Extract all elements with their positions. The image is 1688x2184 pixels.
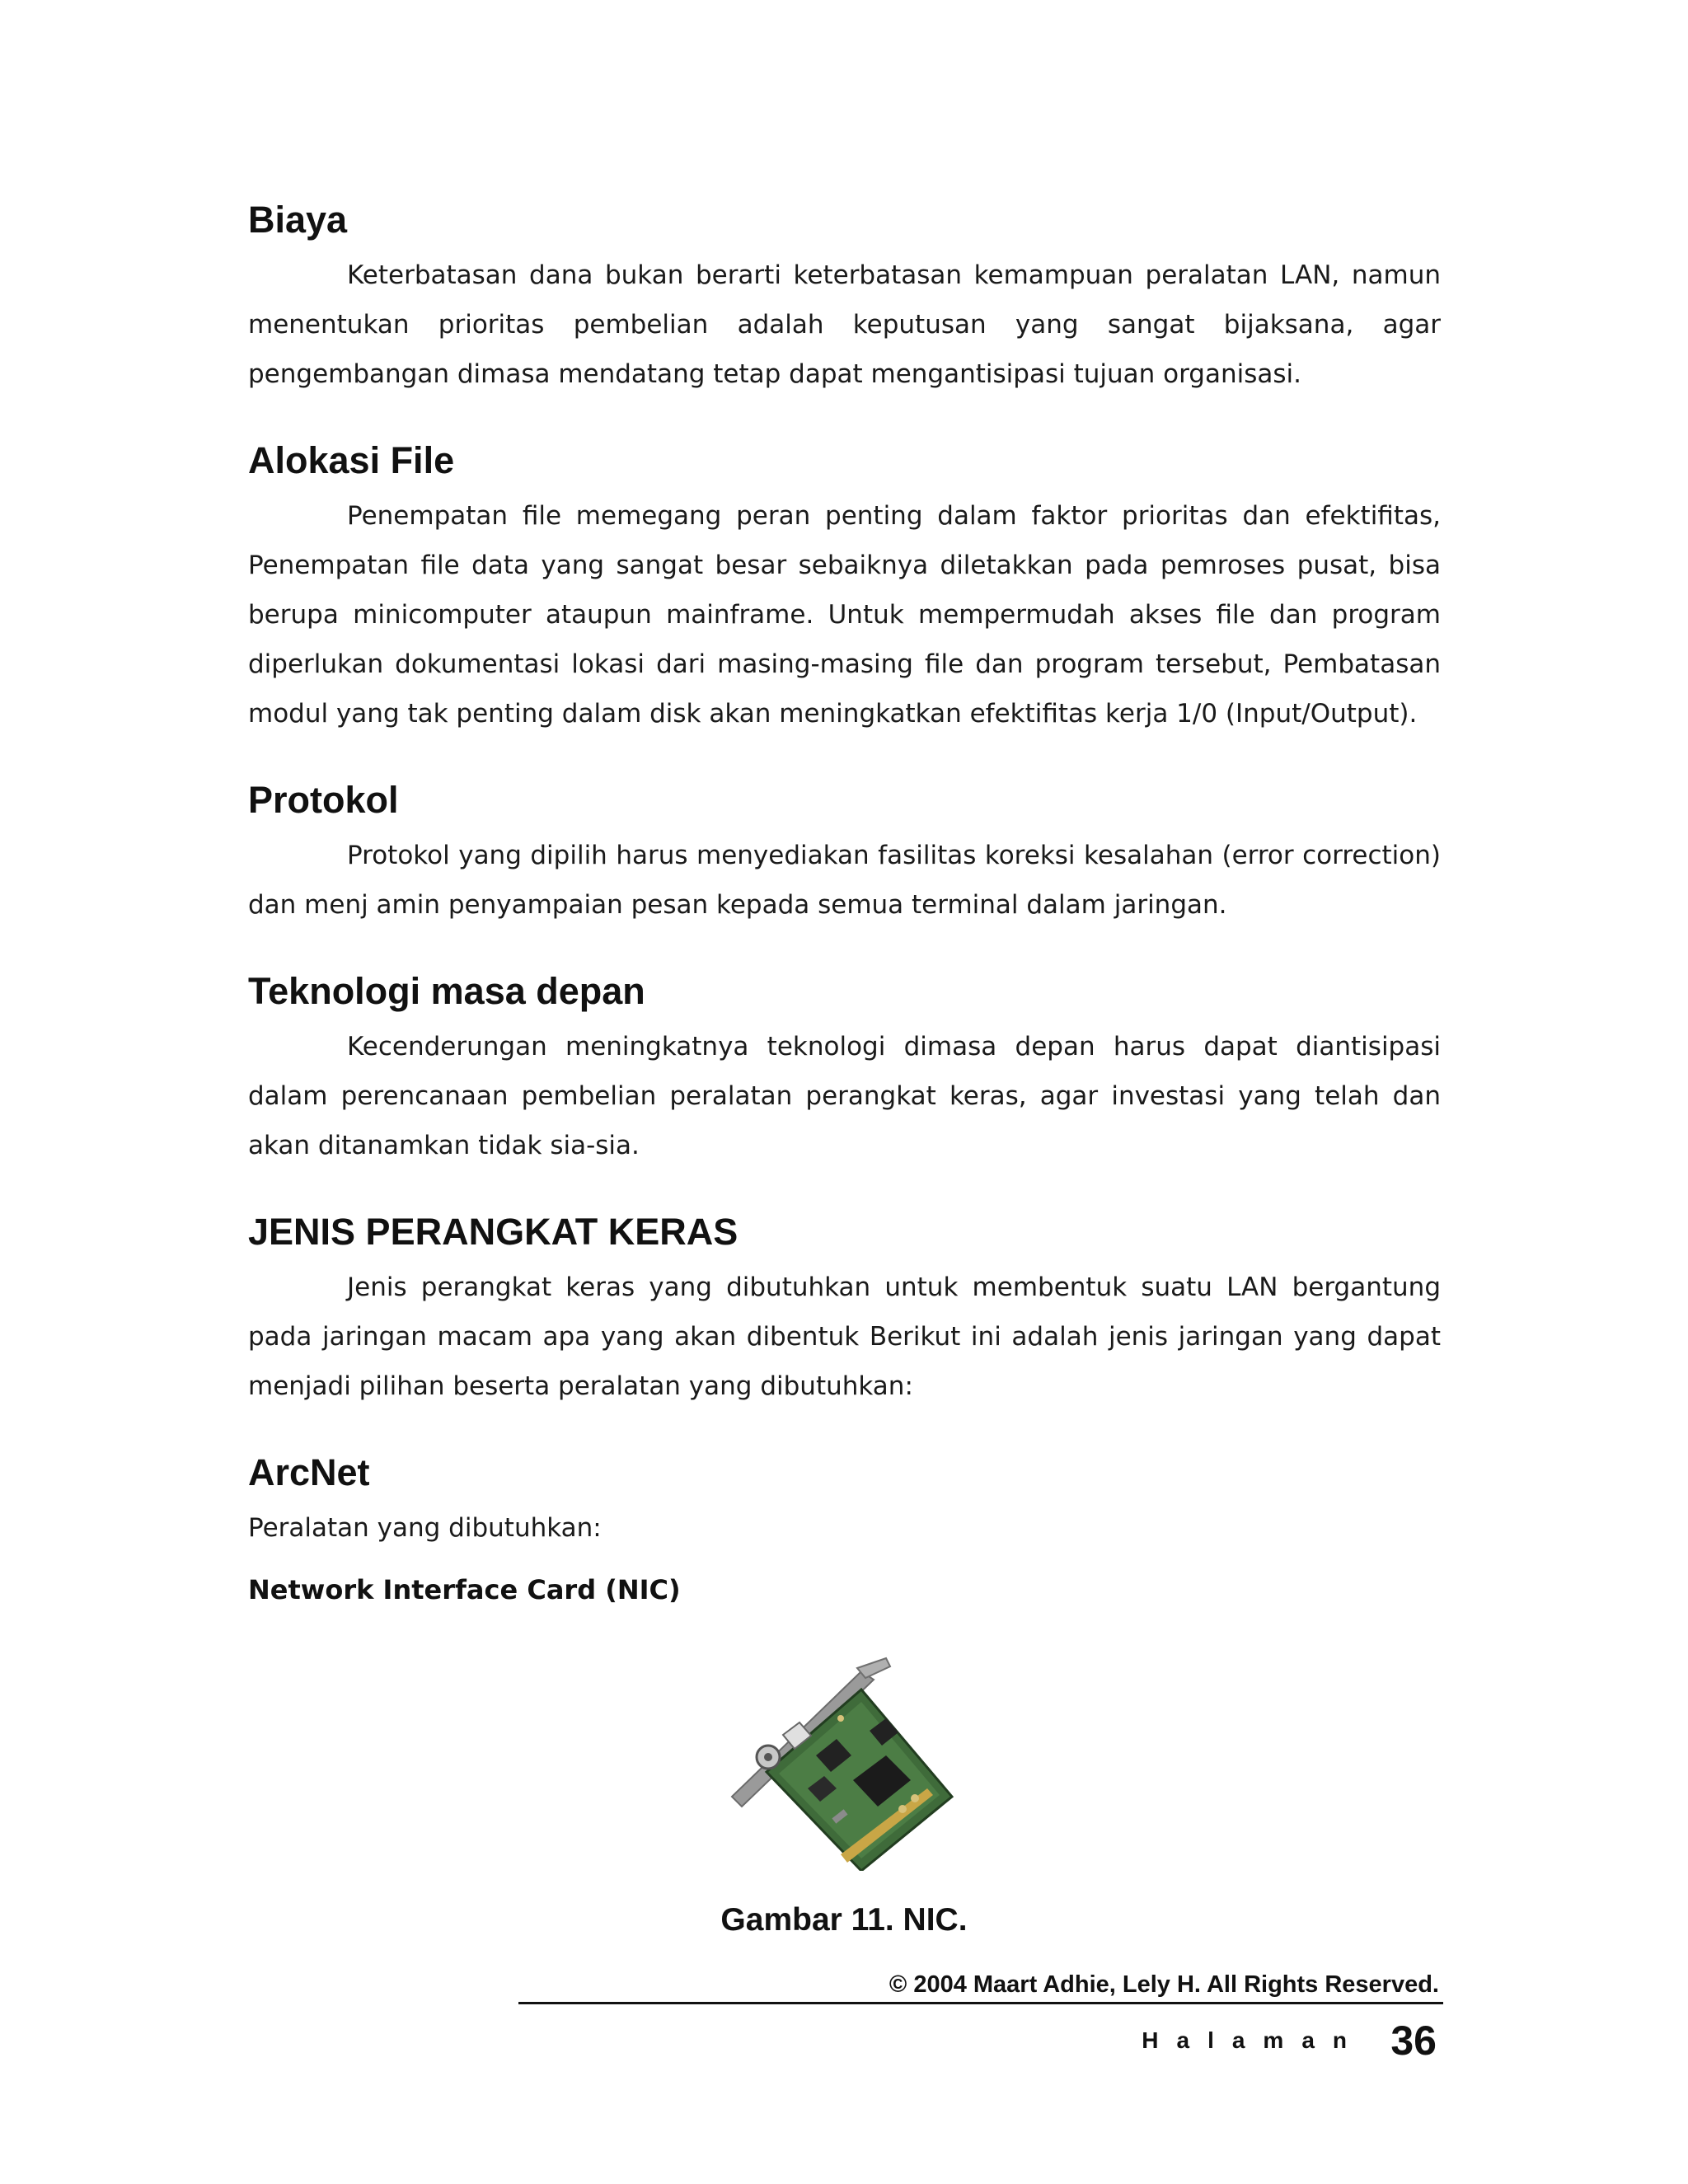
section-heading: JENIS PERANGKAT KERAS [248, 1211, 738, 1253]
section-protokol [248, 776, 1441, 930]
section-heading: Teknologi masa depan [248, 970, 645, 1012]
section-paragraph: Penempatan file memegang peran penting dalam faktor prioritas dan efektifitas, Penempatan file data yang sangat besar sebaiknya diletakkan pada pemroses pusat, bisa berupa minicomputer ataupun mainframe. Untuk mempermudah akses file dan program diperlukan dokumentasi lokasi dari masing-masing file dan program tersebut, Pembatasan modul yang tak penting dalam disk akan meningkatkan efektifitas kerja 1/0 (Input/Output). [248, 501, 1441, 729]
section-paragraph: Jenis perangkat keras yang dibutuhkan untuk membentuk suatu LAN bergantung pada jaringan macam apa yang akan dibentuk Berikut ini adalah jenis jaringan yang dapat menjadi pilihan beserta peralatan yang dibutuhkan: [248, 1272, 1441, 1401]
section-heading: ArcNet [248, 1451, 370, 1493]
section-paragraph: Peralatan yang dibutuhkan: [248, 1513, 602, 1543]
section-paragraph: Keterbatasan dana bukan berarti keterbatasan kemampuan peralatan LAN, namun menentukan prioritas pembelian adalah keputusan yang sangat bijaksana, agar pengembangan dimasa mendatang tetap dapat mengantisipasi tujuan organisasi. [248, 260, 1441, 389]
section-heading: Biaya [248, 199, 348, 241]
page-label: Halaman [1142, 2027, 1365, 2053]
figure-caption: Gambar 11. NIC. [720, 1902, 968, 1938]
section-heading: Alokasi File [248, 439, 455, 481]
section-alokasi-file [248, 437, 1441, 738]
section-biaya [248, 196, 1441, 399]
section-arcnet [248, 1449, 1441, 1610]
section-heading: Protokol [248, 779, 399, 821]
copyright-notice: © 2004 Maart Adhie, Lely H. All Rights Reserved. [889, 1971, 1439, 1998]
section-paragraph: Protokol yang dipilih harus menyediakan fasilitas koreksi kesalahan (error correction) dan menj amin penyampaian pesan kepada semua terminal dalam jaringan. [248, 841, 1441, 920]
nic-card-image [717, 1657, 964, 1871]
section-paragraph: Kecenderungan meningkatnya teknologi dimasa depan harus dapat diantisipasi dalam perencanaan pembelian peralatan perangkat keras, agar investasi yang telah dan akan ditanamkan tidak sia-sia. [248, 1032, 1441, 1160]
page-content [248, 196, 1441, 1648]
section-jenis-perangkat-keras [248, 1208, 1441, 1411]
footer-divider [518, 2002, 1443, 2004]
section-subheading: Network Interface Card (NIC) [248, 1574, 681, 1605]
section-teknologi-masa-depan [248, 968, 1441, 1170]
page-number: 36 [1390, 2018, 1437, 2064]
